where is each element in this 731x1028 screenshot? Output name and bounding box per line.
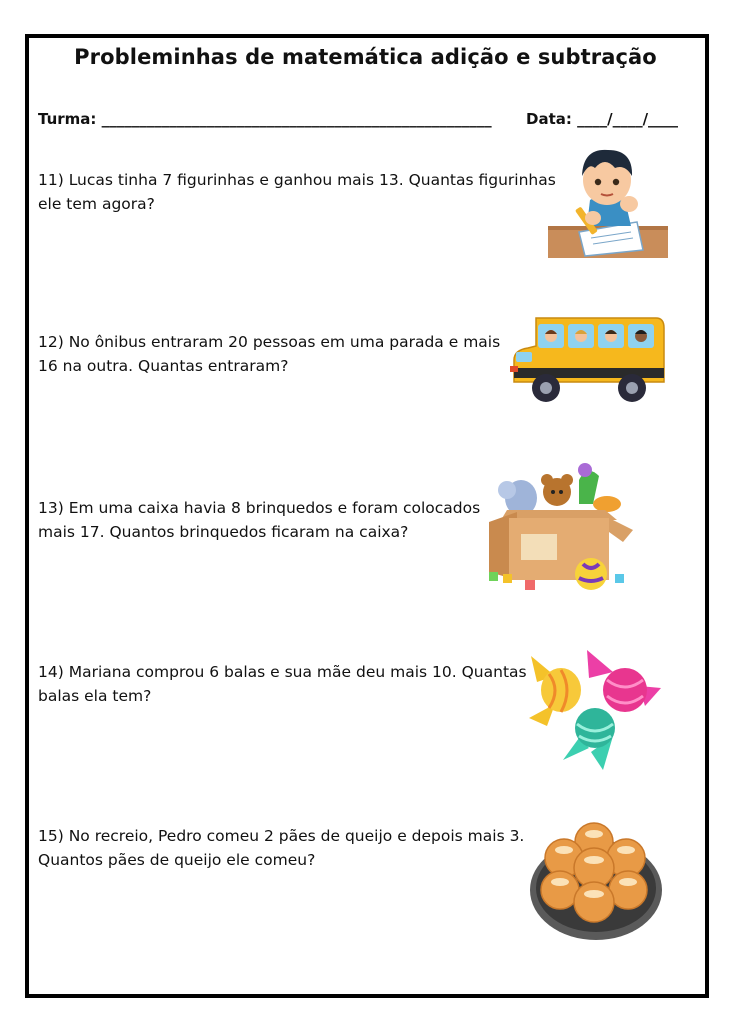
question-12 [38, 330, 500, 378]
question-13-line2: mais 17. Quantos brinquedos ficaram na caixa? [38, 523, 409, 541]
page-title: Probleminhas de matemática adição e subtração [74, 45, 657, 69]
question-12-line1: 12) No ônibus entraram 20 pessoas em uma parada e mais [38, 333, 501, 351]
question-13-line1: 13) Em uma caixa havia 8 brinquedos e foram colocados [38, 499, 481, 517]
cheese-bread-plate-icon [528, 822, 664, 942]
school-bus-icon [506, 310, 668, 408]
toy-box-icon [487, 460, 637, 594]
candies-icon [527, 648, 663, 770]
date-field: Data: ____/____/____ [526, 110, 679, 128]
question-12-line2: 16 na outra. Quantas entraram? [38, 357, 289, 375]
question-15-line1: 15) No recreio, Pedro comeu 2 pães de queijo e depois mais 3. [38, 827, 525, 845]
question-11 [38, 168, 556, 216]
question-14 [38, 660, 527, 708]
question-11-line1: 11) Lucas tinha 7 figurinhas e ganhou mais 13. Quantas figurinhas [38, 171, 556, 189]
question-14-line2: balas ela tem? [38, 687, 152, 705]
question-13 [38, 496, 480, 544]
question-15 [38, 824, 524, 872]
question-15-line2: Quantos pães de queijo ele comeu? [38, 851, 316, 869]
boy-writing-icon [545, 142, 670, 260]
question-14-line1: 14) Mariana comprou 6 balas e sua mãe deu mais 10. Quantas [38, 663, 527, 681]
question-11-line2: ele tem agora? [38, 195, 155, 213]
turma-field: Turma: ____________________________________________________ [38, 110, 492, 128]
